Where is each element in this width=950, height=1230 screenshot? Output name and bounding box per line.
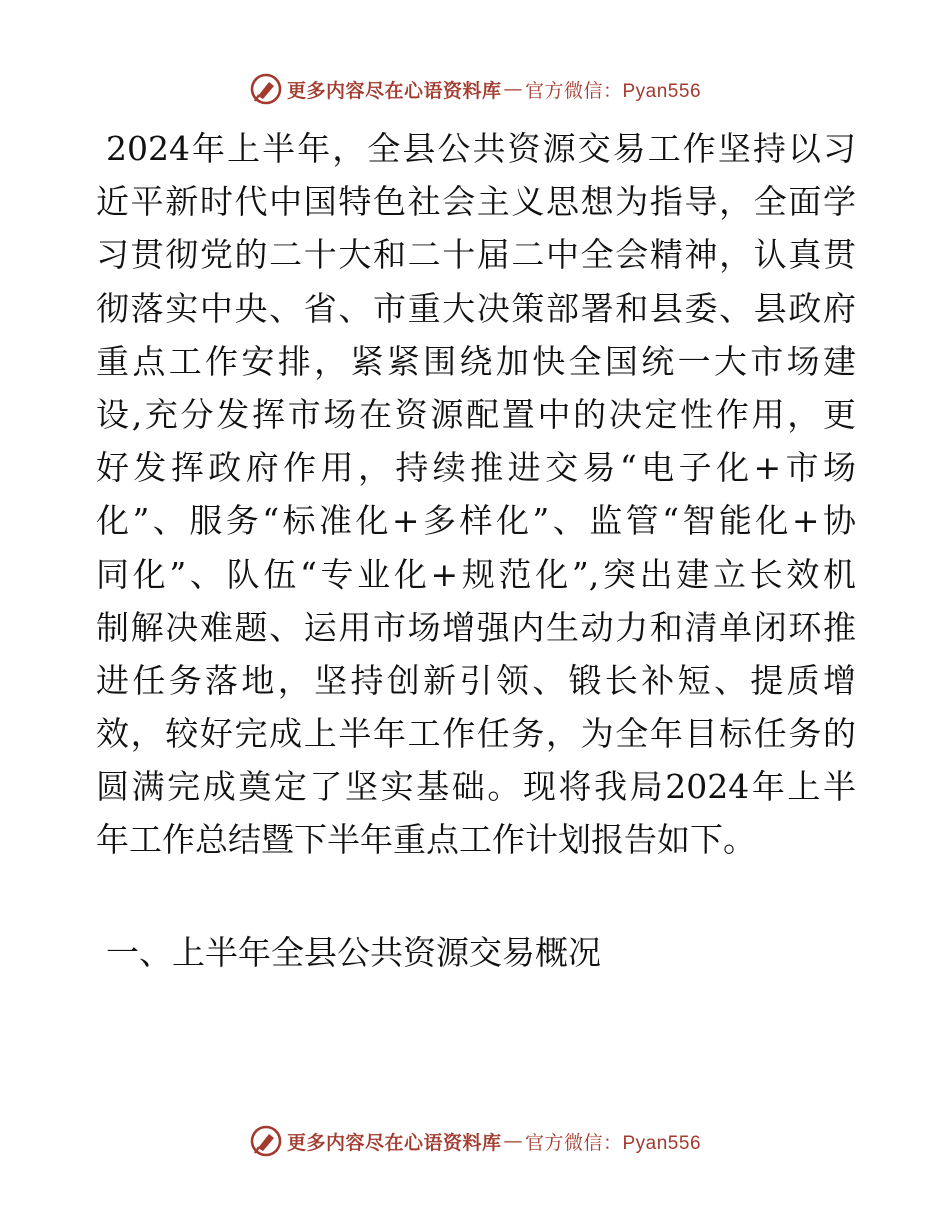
section-heading: 一、上半年全县公共资源交易概况 xyxy=(106,933,601,972)
watermark-contact: 官方微信：Pyan556 xyxy=(525,1132,702,1154)
pen-logo-icon xyxy=(249,1124,283,1158)
watermark-text: 更多内容尽在心语资料库 xyxy=(286,79,502,102)
paragraph-line: 同化”、队伍“专业化+规范化”,突出建立长效机 xyxy=(96,554,856,594)
paragraph-line: 彻落实中央、省、市重大决策部署和县委、县政府 xyxy=(96,288,856,328)
watermark-separator: — xyxy=(503,1130,523,1152)
watermark-separator: — xyxy=(503,78,523,100)
watermark-contact: 官方微信：Pyan556 xyxy=(525,80,702,102)
watermark-text: 更多内容尽在心语资料库 xyxy=(286,1131,502,1154)
paragraph-line: 设,充分发挥市场在资源配置中的决定性作用，更 xyxy=(96,394,856,434)
header-watermark xyxy=(0,72,950,106)
paragraph-line: 习贯彻党的二十大和二十届二中全会精神，认真贯 xyxy=(96,235,856,275)
paragraph-line: 重点工作安排，紧紧围绕加快全国统一大市场建 xyxy=(96,341,856,381)
paragraph-line: 近平新时代中国特色社会主义思想为指导，全面学 xyxy=(96,182,856,222)
paragraph-line: 年工作总结暨下半年重点工作计划报告如下。 xyxy=(96,820,756,860)
paragraph-line: 圆满完成奠定了坚实基础。现将我局2024年上半 xyxy=(96,767,856,807)
paragraph-line: 化”、服务“标准化+多样化”、监管“智能化+协 xyxy=(96,501,856,541)
paragraph-line: 效，较好完成上半年工作任务，为全年目标任务的 xyxy=(96,714,856,754)
paragraph-line: 进任务落地，坚持创新引领、锻长补短、提质增 xyxy=(96,660,856,700)
paragraph-line: 制解决难题、运用市场增强内生动力和清单闭环推 xyxy=(96,607,856,647)
pen-logo-icon xyxy=(249,72,283,106)
footer-watermark xyxy=(0,1124,950,1158)
paragraph-line: 好发挥政府作用，持续推进交易“电子化+市场 xyxy=(96,448,856,488)
paragraph-line: 2024年上半年，全县公共资源交易工作坚持以习 xyxy=(106,129,856,168)
body-paragraph xyxy=(96,122,856,867)
